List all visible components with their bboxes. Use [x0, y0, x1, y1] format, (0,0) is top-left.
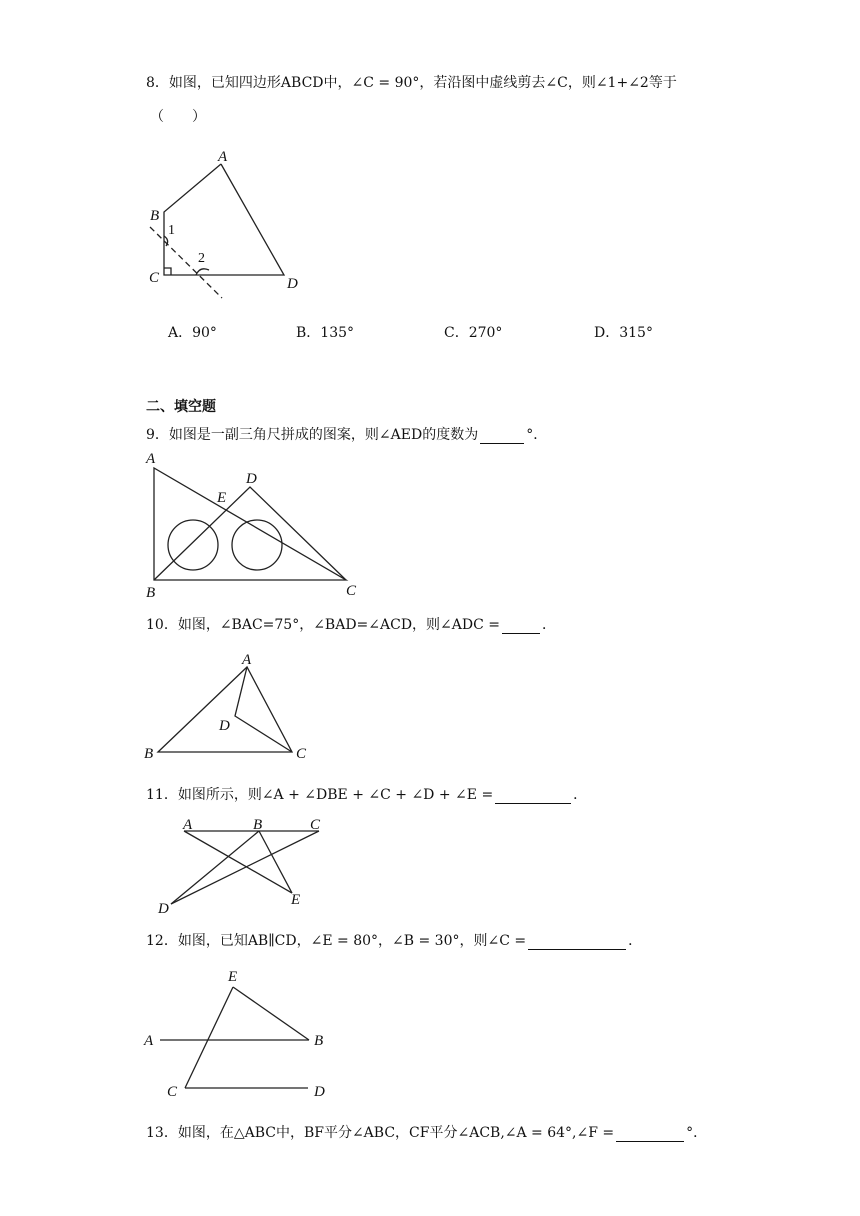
q9-label-B: B — [146, 585, 156, 601]
section-title: 二、填空题 — [146, 399, 216, 415]
q12-label-D: D — [314, 1084, 325, 1100]
q11-label-E: E — [291, 892, 301, 908]
q9-stem-text: 9．如图是一副三角尺拼成的图案，则∠AED的度数为 — [146, 427, 479, 443]
q13-answer-blank[interactable] — [616, 1126, 684, 1142]
q11-label-D: D — [158, 901, 169, 917]
q9-stem-tail: °． — [526, 427, 548, 443]
q8-option-b: B．135° — [296, 325, 355, 341]
q8-label-C: C — [149, 270, 160, 286]
q12-stem-text: 12．如图，已知AB∥CD，∠E = 80°，∠B = 30°，则∠C = — [146, 933, 527, 949]
q8-label-D: D — [287, 276, 298, 292]
q8-label-A: A — [218, 149, 228, 165]
q8-option-a: A．90° — [168, 325, 217, 341]
q13-stem — [146, 1122, 707, 1142]
q9-label-E: E — [217, 490, 227, 506]
q12-label-A: A — [144, 1033, 154, 1049]
q12-stem-tail: ． — [628, 933, 643, 949]
q9-label-C: C — [346, 583, 357, 599]
q10-stem-tail: ． — [542, 617, 557, 633]
q10-stem-text: 10．如图，∠BAC=75°，∠BAD=∠ACD，则∠ADC = — [146, 617, 501, 633]
q11-label-B: B — [253, 817, 263, 833]
q10-label-C: C — [296, 746, 307, 762]
q12-label-E: E — [228, 969, 238, 985]
q12-segment-ec — [185, 987, 233, 1088]
q8-option-d: D．315° — [594, 325, 653, 341]
q10-label-A: A — [242, 652, 252, 668]
q12-segment-eb — [233, 987, 309, 1040]
q11-label-C: C — [310, 817, 321, 833]
q8-stem: 8．如图，已知四边形ABCD中，∠C = 90°，若沿图中虚线剪去∠C，则∠1+∠2等于 — [146, 75, 677, 91]
q12-label-B: B — [314, 1033, 324, 1049]
q9-label-A: A — [146, 451, 156, 467]
q8-answer-paren: （ ） — [150, 109, 206, 125]
q11-stem-text: 11．如图所示，则∠A + ∠DBE + ∠C + ∠D + ∠E = — [146, 787, 494, 803]
q8-label-2: 2 — [198, 251, 205, 266]
q13-stem-tail: °． — [686, 1125, 708, 1141]
q10-label-B: B — [144, 746, 154, 762]
q8-label-B: B — [150, 208, 160, 224]
q13-stem-text: 13．如图，在△ABC中，BF平分∠ABC，CF平分∠ACB,∠A = 64°,∠F = — [146, 1125, 615, 1141]
q11-stem-tail: ． — [573, 787, 588, 803]
q8-option-c: C．270° — [444, 325, 503, 341]
q10-label-D: D — [219, 718, 230, 734]
q12-label-C: C — [167, 1084, 178, 1100]
q9-label-D: D — [246, 471, 257, 487]
q8-label-1: 1 — [168, 223, 175, 238]
q11-label-A: A — [183, 817, 193, 833]
